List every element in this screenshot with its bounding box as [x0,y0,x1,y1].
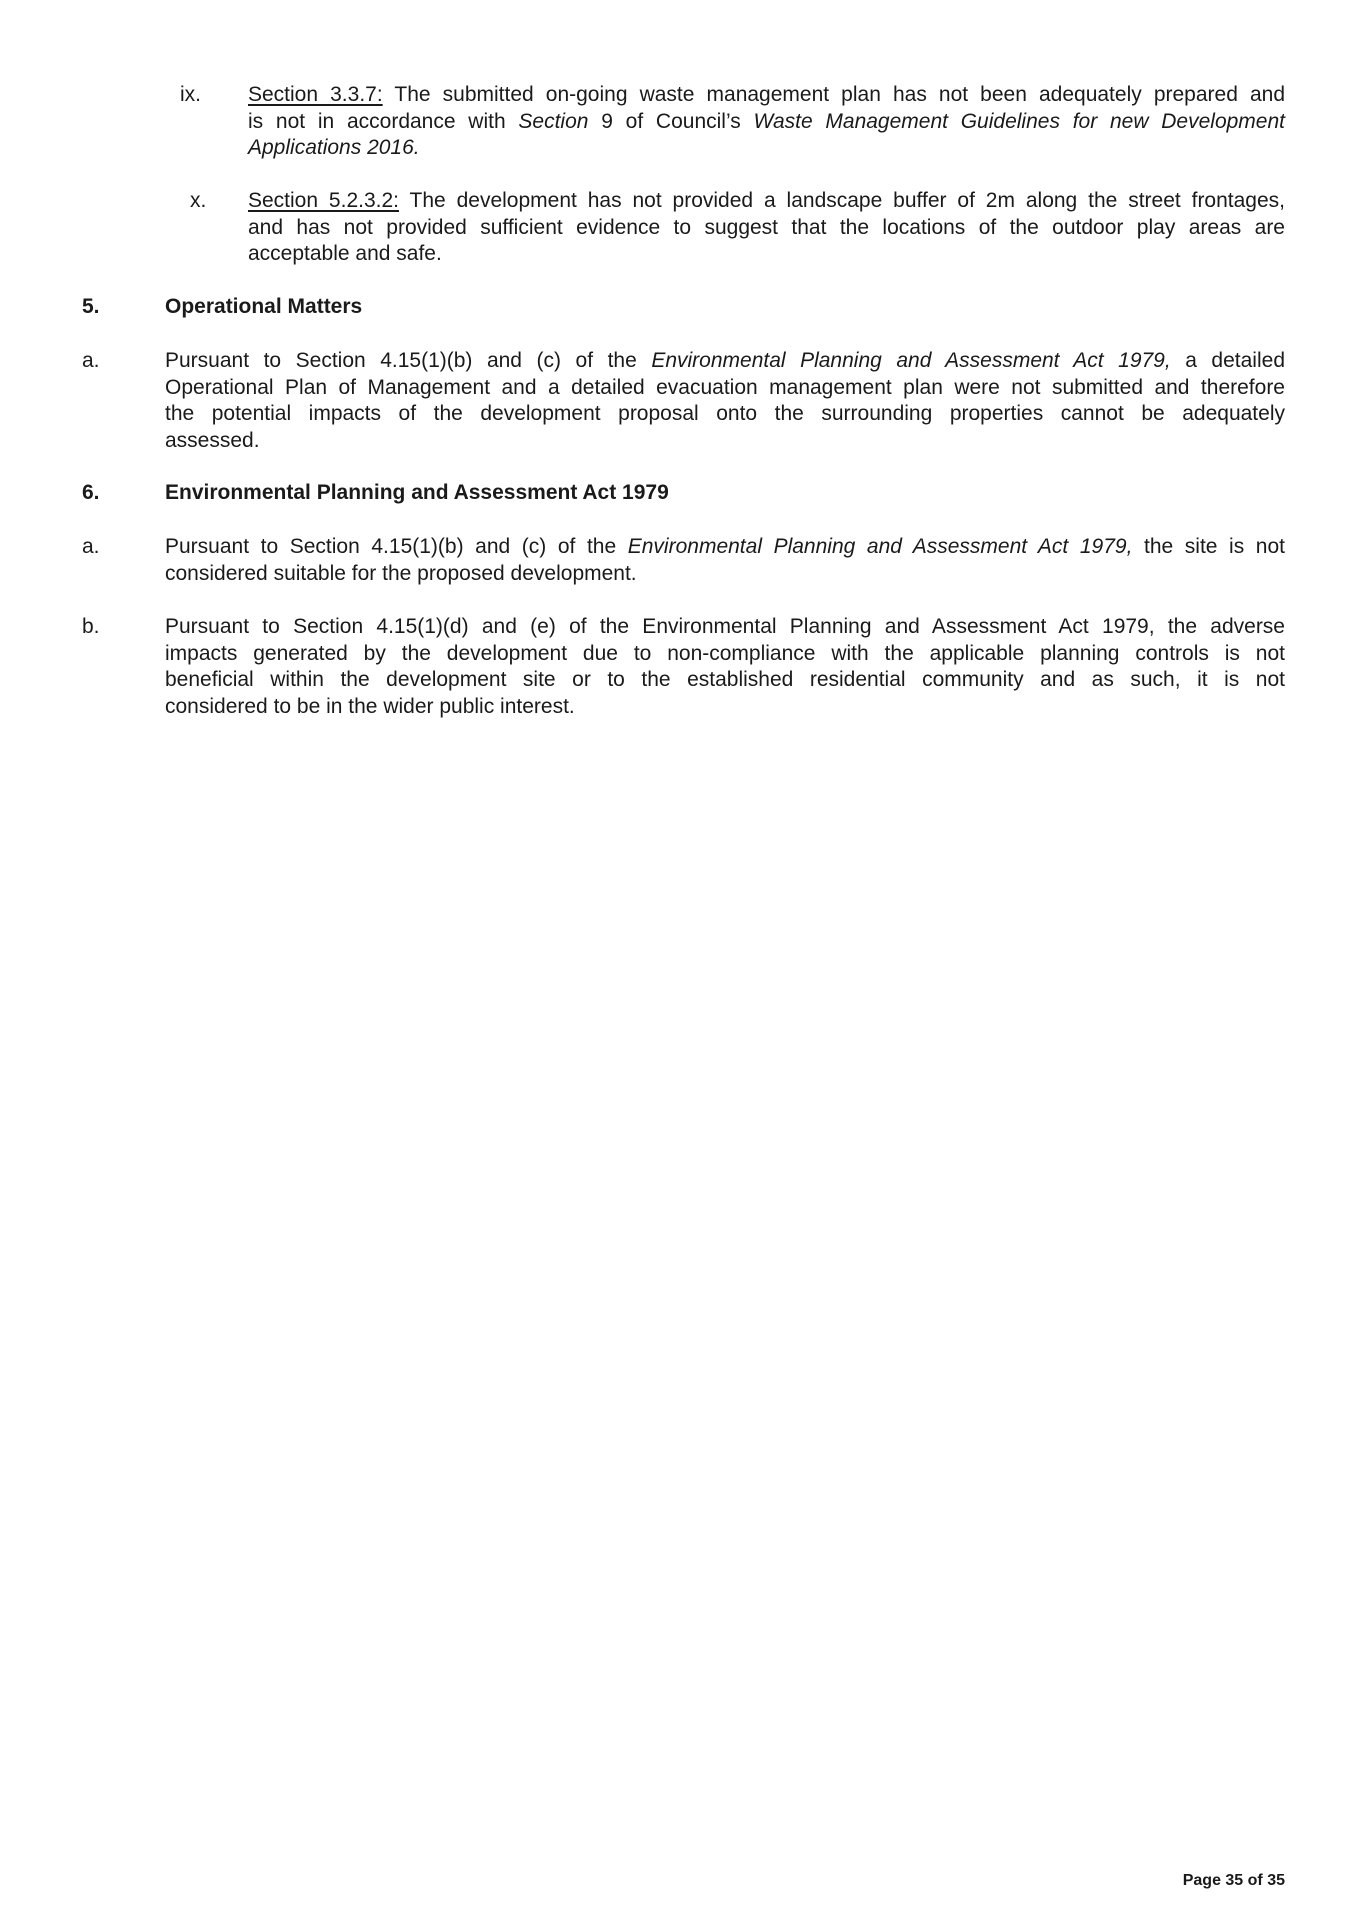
item-marker: a. [82,349,100,372]
text-line: and has not provided sufficient evidence to suggest that the locations of the outdoor play areas are [248,215,1285,239]
list-item-x [180,188,1285,268]
section-number: 6. [82,481,100,504]
text-line: Pursuant to Section 4.15(1)(d) and (e) of the Environmental Planning and Assessment Act 1979, the adverse [165,615,1285,638]
text-line: Pursuant to Section 4.15(1)(b) and (c) of the Environmental Planning and Assessment Act 1979, the site is not [165,535,1285,558]
text-line: Section 5.2.3.2: The development has not provided a landscape buffer of 2m along the street frontages, [248,189,1286,212]
text-line: impacts generated by the development due to non-compliance with the applicable planning controls is not [165,641,1285,665]
text-line: Applications 2016. [248,136,420,159]
item-text [165,534,1285,587]
section-5-heading [82,294,100,321]
section-6-heading [82,480,100,507]
item-marker: ix. [180,83,201,106]
text-line: Operational Plan of Management and a detailed evacuation management plan were not submitted and therefore [165,375,1285,399]
section-5-item-a [82,348,1285,458]
item-marker: x. [190,189,207,212]
text-line: acceptable and safe. [248,242,442,265]
item-text [165,348,1285,454]
text-line: is not in accordance with Section 9 of Council’s Waste Management Guidelines for new Development [248,109,1285,133]
section-reference: Section 5.2.3.2: [248,189,399,212]
text-line: Section 3.3.7: The submitted on-going waste management plan has not been adequately prepared and [248,83,1285,106]
item-text [248,188,1285,268]
item-text [165,614,1285,720]
list-item-ix [180,82,1285,162]
text-line: considered to be in the wider public interest. [165,694,575,718]
section-5-title: Operational Matters [165,295,363,318]
section-reference: Section 3.3.7: [248,83,383,106]
item-text [248,82,1285,162]
section-6-item-b [82,614,1285,724]
section-6-title: Environmental Planning and Assessment Act 1979 [165,481,669,504]
text-line: beneficial within the development site or to the established residential community and as such, it is not [165,668,1285,691]
section-6-item-a [82,534,1285,590]
item-marker: b. [82,615,100,638]
text-line: the potential impacts of the development proposal onto the surrounding properties cannot be adequately [165,402,1285,425]
page-number: Page 35 of 35 [1182,1872,1285,1889]
item-marker: a. [82,535,100,558]
text-line: Pursuant to Section 4.15(1)(b) and (c) of the Environmental Planning and Assessment Act 1979, a detailed [165,349,1285,372]
text-line: considered suitable for the proposed development. [165,561,637,585]
section-number: 5. [82,295,100,318]
text-line: assessed. [165,428,260,452]
